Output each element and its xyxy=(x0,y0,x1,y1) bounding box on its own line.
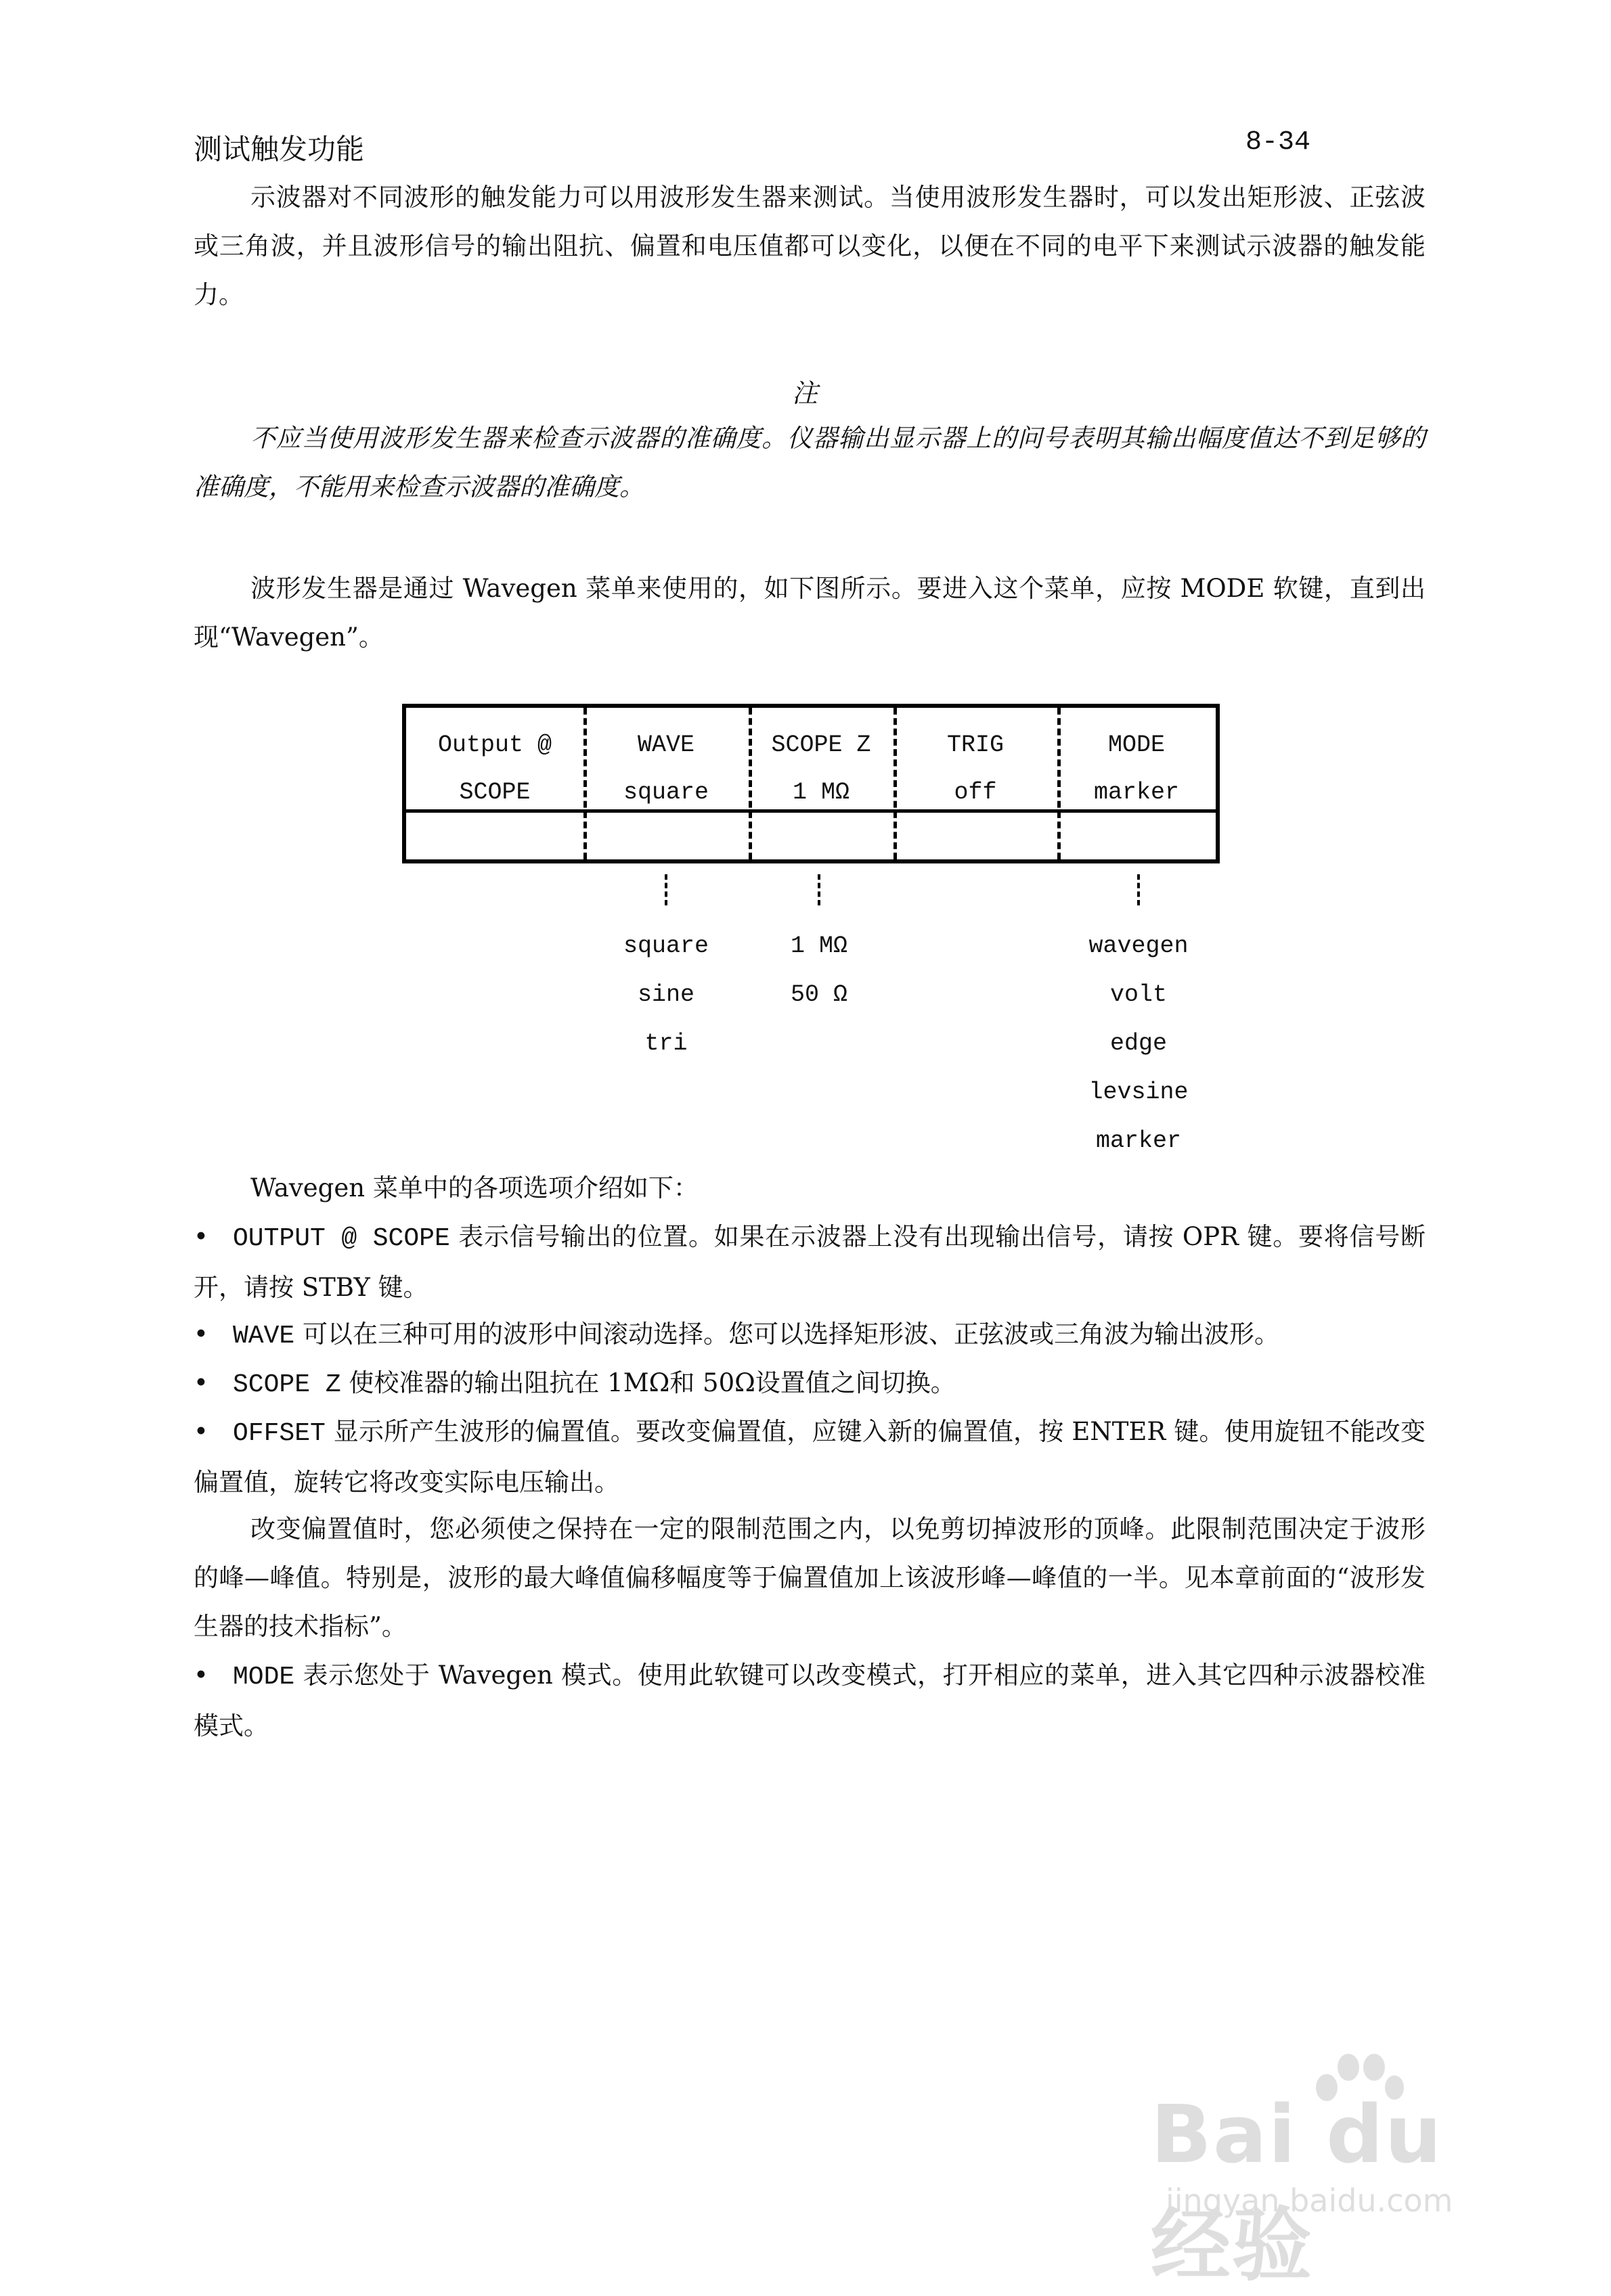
bullet-key: OFFSET xyxy=(233,1419,326,1448)
option-item: levsine xyxy=(1088,1079,1189,1106)
baidu-watermark xyxy=(1151,2088,1530,2292)
mode-options-list xyxy=(1057,922,1220,1165)
bullet-marker: • xyxy=(194,1320,208,1349)
menu-intro-paragraph: 波形发生器是通过 Wavegen 菜单来使用的，如下图所示。要进入这个菜单，应按 MODE 软键，直到出现“Wavegen”。 xyxy=(194,574,1426,652)
bullet-text: 可以在三种可用的波形中间滚动选择。您可以选择矩形波、正弦波或三角波为输出波形。 xyxy=(294,1320,1279,1349)
bullet-mode xyxy=(194,1651,1426,1751)
bullet-key: OUTPUT @ SCOPE xyxy=(233,1224,450,1253)
watermark-url: jingyan.baidu.com xyxy=(1166,2182,1453,2219)
option-item: tri xyxy=(644,1030,688,1057)
softkey-label: Output @ xyxy=(437,731,552,759)
wave-options-list xyxy=(585,922,747,1068)
note-text: 不应当使用波形发生器来检查示波器的准确度。仪器输出显示器上的问号表明其输出幅度值达不到足够的准确度，不能用来检查示波器的准确度。 xyxy=(194,424,1426,501)
softkey-value: SCOPE xyxy=(459,779,531,806)
scope-z-options-list xyxy=(738,922,900,1019)
bullet-text: 表示信号输出的位置。如果在示波器上没有出现输出信号，请按 OPR 键。要将信号断开，请按 STBY 键。 xyxy=(194,1222,1426,1302)
option-connector xyxy=(1137,874,1140,905)
bullet-marker: • xyxy=(194,1661,208,1690)
bullet-text: 表示您处于 Wavegen 模式。使用此软键可以改变模式，打开相应的菜单，进入其它四种示波器校准模式。 xyxy=(194,1661,1426,1740)
bullet-scope-z xyxy=(194,1359,1426,1410)
option-connector xyxy=(665,874,667,905)
softkey-label: TRIG xyxy=(946,731,1004,759)
softkey-mode xyxy=(1057,721,1216,806)
intro-paragraph: 示波器对不同波形的触发能力可以用波形发生器来测试。当使用波形发生器时，可以发出矩形波、正弦波或三角波，并且波形信号的输出阻抗、偏置和电压值都可以变化，以便在不同的电平下来测试示波器的触发能力。 xyxy=(194,183,1426,309)
softkey-value: 1 MΩ xyxy=(792,779,849,806)
softkey-wave xyxy=(583,721,749,806)
softkey-scope-z xyxy=(749,721,893,806)
option-item: sine xyxy=(637,981,694,1008)
softkey-value: marker xyxy=(1093,779,1180,806)
option-item: marker xyxy=(1095,1127,1182,1154)
option-item: edge xyxy=(1109,1030,1167,1057)
bullet-offset xyxy=(194,1408,1426,1507)
bullet-marker: • xyxy=(194,1222,208,1251)
option-item: volt xyxy=(1109,981,1167,1008)
softkey-label: MODE xyxy=(1107,731,1165,759)
option-item: 1 MΩ xyxy=(790,932,847,960)
option-item: square xyxy=(623,932,709,960)
bullet-marker: • xyxy=(194,1368,208,1397)
bullet-wave xyxy=(194,1310,1426,1361)
bullet-key: WAVE xyxy=(233,1322,295,1351)
option-item: wavegen xyxy=(1088,932,1189,960)
note-label: 注 xyxy=(792,378,818,408)
bullet-marker: • xyxy=(194,1417,208,1446)
option-item: 50 Ω xyxy=(790,981,847,1008)
softkey-trig xyxy=(893,721,1057,806)
softkey-value: square xyxy=(623,779,709,806)
softkey-value: off xyxy=(954,779,997,806)
softkey-label: WAVE xyxy=(637,731,694,759)
softkey-output-scope xyxy=(406,721,583,806)
page-number: 8-34 xyxy=(1245,127,1311,158)
bullet-key: SCOPE Z xyxy=(233,1370,341,1399)
wavegen-menu-diagram xyxy=(402,704,1220,863)
bullet-key: MODE xyxy=(233,1663,295,1692)
options-intro: Wavegen 菜单中的各项选项介绍如下： xyxy=(250,1173,699,1202)
section-title: 测试触发功能 xyxy=(194,133,365,166)
offset-detail-paragraph: 改变偏置值时，您必须使之保持在一定的限制范围之内，以免剪切掉波形的顶峰。此限制范围决定于波形的峰—峰值。特别是，波形的最大峰值偏移幅度等于偏置值加上该波形峰—峰值的一半。见本章前面的“波形发生器的技术指标”。 xyxy=(194,1514,1426,1641)
bullet-output-scope xyxy=(194,1213,1426,1312)
bullet-text: 使校准器的输出阻抗在 1MΩ和 50Ω设置值之间切换。 xyxy=(340,1368,956,1397)
option-connector xyxy=(818,874,820,905)
bullet-text: 显示所产生波形的偏置值。要改变偏置值，应键入新的偏置值，按 ENTER 键。使用旋钮不能改变偏置值，旋转它将改变实际电压输出。 xyxy=(194,1417,1426,1497)
watermark-brand: Bai du 经验 xyxy=(1151,2088,1443,2292)
softkey-label: SCOPE Z xyxy=(771,731,871,759)
